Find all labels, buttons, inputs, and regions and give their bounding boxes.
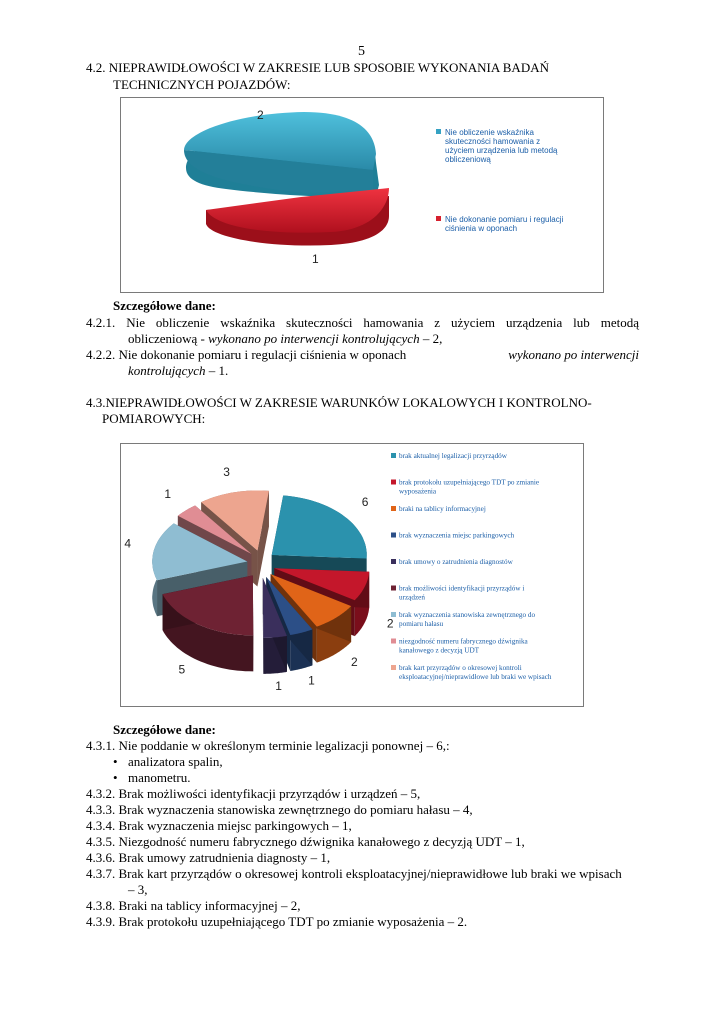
chart-1-value-label-2: 2 [257,108,264,122]
chart-2-legend-swatch-7 [391,612,396,617]
item-4-2-2-italic: wykonano po interwencji [508,347,639,362]
chart-2-legend-1-line-1: brak aktualnej legalizacji przyrządów [399,452,507,460]
section-4-2-heading-line1: 4.2. NIEPRAWIDŁOWOŚCI W ZAKRESIE LUB SPOSOBIE WYKONANIA BADAŃ [86,60,549,75]
chart-2-legend-swatch-6 [391,586,396,591]
item-4-3-4: 4.3.4. Brak wyznaczenia miejsc parkingowych – 1, [86,818,352,833]
chart-2-legend-swatch-8 [391,639,396,644]
chart-2-value-label-2: 2 [386,616,394,631]
chart-1-legend-swatch-2 [436,216,441,221]
chart-2-legend-swatch-9 [391,665,396,670]
item-4-3-7-cont: – 3, [128,882,148,897]
section-4-3-heading-line1: 4.3.NIEPRAWIDŁOWOŚCI W ZAKRESIE WARUNKÓW LOKALOWYCH I KONTROLNO- [86,395,592,410]
item-4-2-2-text: 4.2.2. Nie dokonanie pomiaru i regulacji ciśnienia w oponach [86,347,410,362]
item-4-3-9: 4.3.9. Brak protokołu uzupełniającego TDT po zmianie wyposażenia – 2. [86,914,468,929]
item-4-2-1-tail: – 2, [419,331,443,346]
chart-2-slice-1 [272,496,367,559]
item-4-3-1: 4.3.1. Nie poddanie w określonym terminie legalizacji ponownej – 6,: [86,738,450,753]
item-4-3-1-bullet-2: manometru. [128,770,191,785]
chart-2-legend-2-line-1: brak protokołu uzupełniającego TDT po zmianie [399,478,540,487]
chart-2-legend-swatch-2 [391,480,396,485]
chart-2-legend-8-line-1: niezgodność numeru fabrycznego dźwignika [399,637,528,646]
chart-2-value-label-6: 5 [178,662,186,677]
chart-1-pie [121,98,603,292]
chart-2-legend-entry-6 [399,585,524,602]
item-4-3-6: 4.3.6. Brak umowy zatrudnienia diagnosty – 1, [86,850,331,865]
chart-2-legend-entry-3 [399,505,486,513]
item-4-2-1-italic: wykonano po interwencji kontrolujących [208,331,420,346]
section-4-3-heading-line2: POMIAROWYCH: [102,411,206,426]
chart-2-legend-swatch-3 [391,506,396,511]
chart-2-legend-9-line-1: brak kart przyrządów o okresowej kontroli [399,664,522,672]
chart-2-frame [120,443,584,707]
chart-2-legend-2-line-2: wyposażenia [399,487,437,496]
chart-2-value-label-4: 1 [308,673,315,688]
item-4-2-2-tail: – 1. [205,363,229,378]
chart-2-legend-7-line-2: pomiaru hałasu [399,620,444,628]
chart-2-value-label-8: 1 [164,487,172,502]
chart-2-legend-swatch-1 [391,453,396,458]
chart-2-value-label-3: 2 [350,654,358,669]
chart-1-legend-swatch-1 [436,129,441,134]
chart-2-value-label-9: 3 [223,465,230,480]
chart-2-value-label-7: 4 [124,536,132,551]
section-4-3-details-title: Szczegółowe dane: [113,722,216,737]
page-number: 5 [358,44,365,59]
chart-2-legend-6-line-2: urządzeń [399,593,425,602]
item-4-2-1-text: obliczeniową - [128,331,209,346]
item-4-3-1-bullet-1: analizatora spalin, [128,754,223,769]
chart-2-legend-swatch-4 [391,533,396,538]
bullet-icon: • [113,770,118,785]
chart-2-value-label-5: 1 [275,679,282,693]
chart-1-legend-1-line-2: skuteczności hamowania z [445,137,541,146]
item-4-2-1-line2 [128,331,442,347]
chart-2-legend-9-line-2: eksploatacyjnej/nieprawidłowe lub braki we wpisach [399,673,552,681]
section-4-2-heading-line2: TECHNICZNYCH POJAZDÓW: [113,77,291,92]
chart-2-legend-entry-7 [399,611,536,628]
chart-2-legend-entry-2 [399,479,539,496]
section-4-2-details-title: Szczegółowe dane: [113,298,216,313]
bullet-icon: • [113,754,118,769]
chart-1-frame [120,97,604,293]
chart-1-value-label-1: 1 [312,252,319,266]
chart-1-legend-entry-2 [445,215,566,233]
chart-2-legend-entry-4 [399,532,515,540]
item-4-2-2-line2 [128,363,228,379]
chart-2-legend-8-line-2: kanałowego z decyzją UDT [399,646,480,655]
item-4-2-1-line1: 4.2.1. Nie obliczenie wskaźnika skuteczności hamowania z użyciem urządzenia lub metodą [86,315,639,330]
chart-2-pie [121,444,583,706]
chart-2-legend-swatch-5 [391,559,396,564]
chart-1-legend-1-line-3: użyciem urządzenia lub metodą [445,146,558,155]
chart-2-legend-7-line-1: brak wyznaczenia stanowiska zewnętrznego do [399,611,536,619]
item-4-2-2-italic-2: kontrolujących [128,363,206,378]
chart-2-legend-4-line-1: brak wyznaczenia miejsc parkingowych [399,531,515,540]
chart-1-legend-entry-1 [445,128,560,164]
chart-2-legend-5-line-1: brak umowy o zatrudnienia diagnostów [399,558,513,566]
chart-2-value-label-1: 6 [361,494,369,509]
chart-1-legend-1-line-1: Nie obliczenie wskaźnika [445,128,534,137]
chart-2-legend-entry-9 [399,664,552,681]
chart-2-legend-entry-8 [399,638,529,655]
item-4-3-2: 4.3.2. Brak możliwości identyfikacji przyrządów i urządzeń – 5, [86,786,421,801]
item-4-3-7: 4.3.7. Brak kart przyrządów o okresowej kontroli eksploatacyjnej/nieprawidłowe lub braki we wpisach [86,866,622,881]
chart-1-legend-2-line-1: Nie dokonanie pomiaru i regulacji [445,215,564,224]
chart-2-legend-entry-1 [399,452,508,460]
item-4-3-8: 4.3.8. Braki na tablicy informacyjnej – 2, [86,898,301,913]
chart-2-legend-6-line-1: brak możliwości identyfikacji przyrządów i [399,584,525,593]
chart-2-legend-3-line-1: braki na tablicy informacyjnej [399,505,486,513]
chart-1-legend-2-line-2: ciśnienia w oponach [445,224,518,233]
item-4-3-5: 4.3.5. Niezgodność numeru fabrycznego dźwignika kanałowego z decyzją UDT – 1, [86,834,525,849]
chart-2-legend-entry-5 [399,558,514,566]
chart-1-legend-1-line-4: obliczeniową [445,155,491,164]
item-4-3-3: 4.3.3. Brak wyznaczenia stanowiska zewnętrznego do pomiaru hałasu – 4, [86,802,473,817]
